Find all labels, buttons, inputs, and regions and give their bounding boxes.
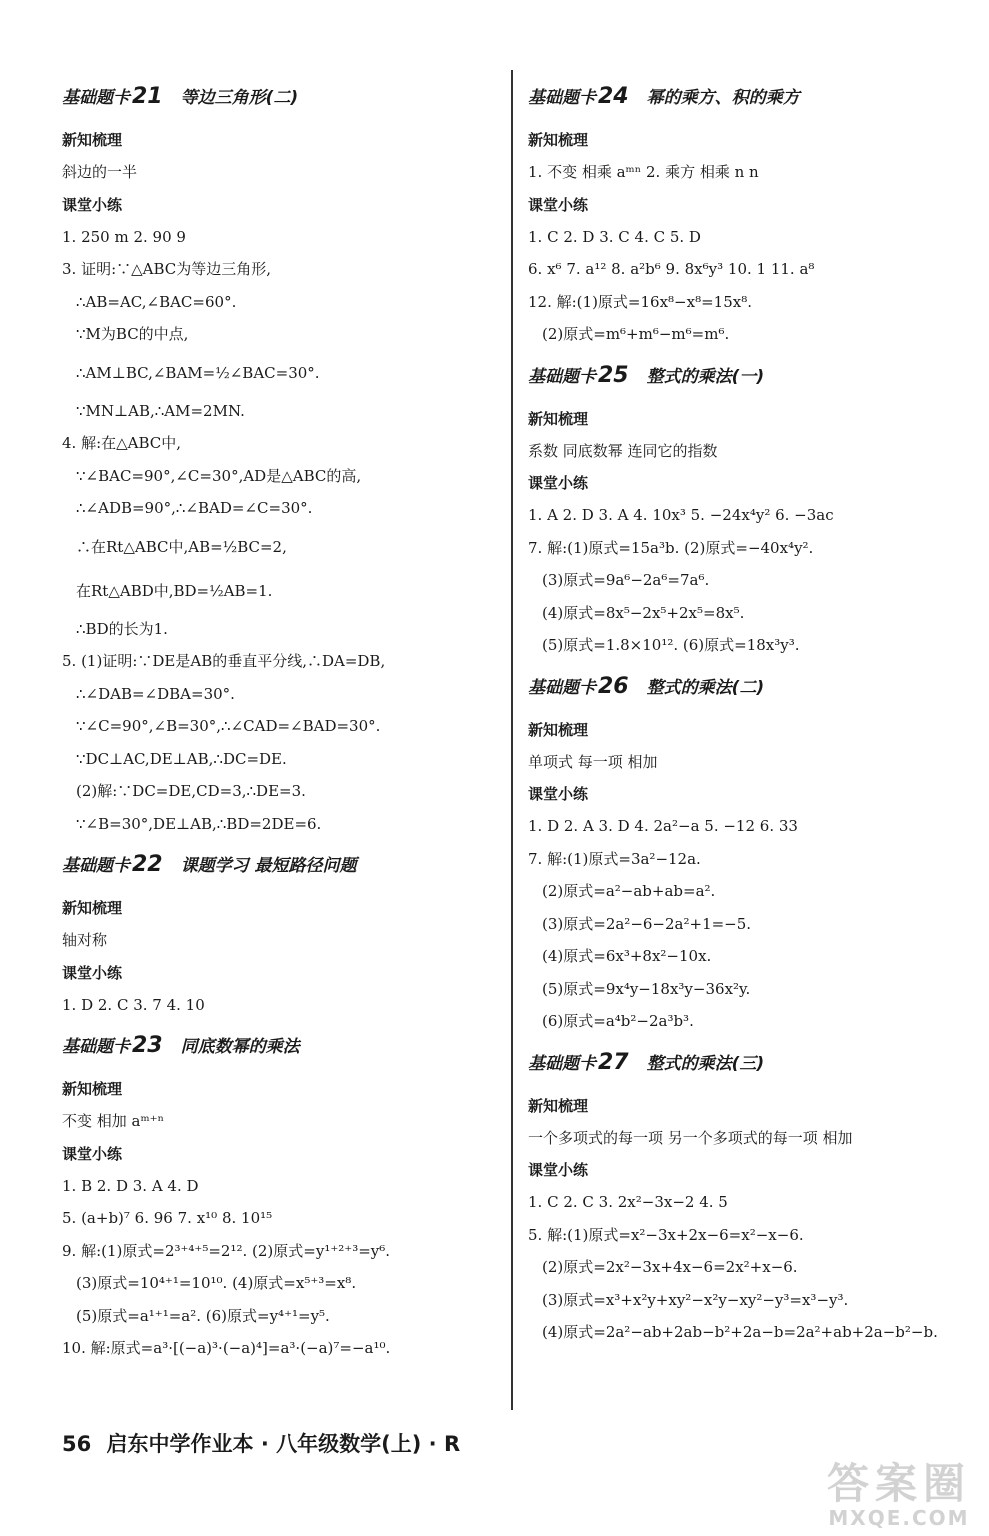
subsection-heading: 新知梳理 bbox=[528, 1096, 589, 1115]
card-label: 基础题卡 bbox=[528, 677, 596, 698]
card-title: 等边三角形(二) bbox=[180, 88, 299, 108]
answer-line: ∴∠DAB=∠DBA=30°. bbox=[76, 684, 235, 703]
answer-line: (2)原式=m⁶+m⁶−m⁶=m⁶. bbox=[542, 325, 730, 343]
card-number: 21 bbox=[132, 84, 163, 109]
answer-line: (3)原式=2a²−6−2a²+1=−5. bbox=[542, 914, 752, 933]
answer-line: 在Rt△ABD中,BD=½AB=1. bbox=[76, 581, 273, 600]
answer-line: 12. 解:(1)原式=16x⁸−x⁸=15x⁸. bbox=[528, 292, 752, 311]
answer-line: 一个多项式的每一项 另一个多项式的每一项 相加 bbox=[528, 1128, 853, 1147]
answer-line: 1. B 2. D 3. A 4. D bbox=[62, 1176, 199, 1195]
card-label: 基础题卡 bbox=[528, 88, 596, 108]
watermark bbox=[826, 1459, 971, 1530]
answer-line: ∴AB=AC,∠BAC=60°. bbox=[76, 292, 237, 311]
card-number: 27 bbox=[598, 1049, 629, 1075]
answer-line: (4)原式=2a²−ab+2ab−b²+2a−b=2a²+ab+2a−b²−b. bbox=[542, 1323, 938, 1341]
answer-line: 轴对称 bbox=[62, 931, 108, 949]
card-label: 基础题卡 bbox=[62, 88, 130, 108]
card-heading bbox=[528, 78, 968, 116]
card-number: 22 bbox=[132, 852, 163, 877]
card-section bbox=[62, 1027, 492, 1365]
subsection-heading: 课堂小练 bbox=[62, 1144, 123, 1163]
subsection-heading: 新知梳理 bbox=[62, 131, 123, 149]
answer-line: (3)原式=9a⁶−2a⁶=7a⁶. bbox=[542, 571, 710, 589]
answer-line: (2)原式=a²−ab+ab=a². bbox=[542, 882, 716, 900]
card-heading bbox=[528, 1044, 968, 1082]
answer-line: 4. 解:在△ABC中, bbox=[62, 434, 182, 452]
card-label: 基础题卡 bbox=[528, 1053, 596, 1074]
answer-line: (5)原式=1.8×10¹². (6)原式=18x³y³. bbox=[542, 636, 800, 654]
card-section bbox=[528, 78, 968, 351]
card-section bbox=[528, 1044, 968, 1349]
card-section bbox=[62, 846, 492, 1021]
book-title: 启东中学作业本 · 八年级数学(上) · R bbox=[106, 1432, 461, 1456]
subsection-heading: 课堂小练 bbox=[528, 785, 589, 803]
card-label: 基础题卡 bbox=[62, 856, 130, 876]
answer-line: ∵MN⊥AB,∴AM=2MN. bbox=[76, 401, 245, 420]
card-number: 23 bbox=[132, 1033, 163, 1058]
card-label: 基础题卡 bbox=[528, 366, 596, 387]
subsection-heading: 新知梳理 bbox=[528, 409, 589, 428]
answer-line: 1. 不变 相乘 aᵐⁿ 2. 乘方 相乘 n n bbox=[528, 163, 759, 181]
subsection-heading: 新知梳理 bbox=[62, 899, 123, 917]
page-footer bbox=[62, 1428, 460, 1458]
answer-line: 1. D 2. C 3. 7 4. 10 bbox=[62, 995, 205, 1014]
answer-line: 10. 解:原式=a³·[(−a)³·(−a)⁴]=a³·(−a)⁷=−a¹⁰. bbox=[62, 1339, 391, 1357]
card-section bbox=[62, 78, 492, 840]
answer-line: (5)原式=a¹⁺¹=a². (6)原式=y⁴⁺¹=y⁵. bbox=[76, 1306, 330, 1325]
right-column bbox=[528, 78, 968, 1355]
answer-line: ∵∠C=90°,∠B=30°,∴∠CAD=∠BAD=30°. bbox=[76, 717, 381, 735]
card-heading bbox=[62, 78, 492, 116]
answer-line: 6. x⁶ 7. a¹² 8. a²b⁶ 9. 8x⁶y³ 10. 1 11. a⁸ bbox=[528, 260, 815, 278]
answer-line: (4)原式=6x³+8x²−10x. bbox=[542, 947, 712, 965]
card-section bbox=[528, 357, 968, 662]
card-number: 25 bbox=[598, 362, 629, 388]
answer-line: ∵DC⊥AC,DE⊥AB,∴DC=DE. bbox=[76, 749, 287, 768]
answer-line: 9. 解:(1)原式=2³⁺⁴⁺⁵=2¹². (2)原式=y¹⁺²⁺³=y⁶. bbox=[62, 1241, 391, 1260]
answer-line: 5. (a+b)⁷ 6. 96 7. x¹⁰ 8. 10¹⁵ bbox=[62, 1209, 273, 1227]
answer-line: ∵∠BAC=90°,∠C=30°,AD是△ABC的高, bbox=[76, 466, 362, 485]
subsection-heading: 课堂小练 bbox=[62, 963, 123, 982]
answer-line: (2)解:∵DC=DE,CD=3,∴DE=3. bbox=[76, 782, 306, 800]
answer-line: (5)原式=9x⁴y−18x³y−36x²y. bbox=[542, 979, 751, 998]
answer-line: 5. (1)证明:∵DE是AB的垂直平分线,∴DA=DB, bbox=[62, 652, 386, 670]
answer-line: (3)原式=10⁴⁺¹=10¹⁰. (4)原式=x⁵⁺³=x⁸. bbox=[76, 1274, 357, 1292]
answer-line: 系数 同底数幂 连同它的指数 bbox=[528, 441, 718, 460]
answer-line: (2)原式=2x²−3x+4x−6=2x²+x−6. bbox=[542, 1258, 798, 1276]
answer-line: 斜边的一半 bbox=[62, 163, 138, 181]
card-title: 整式的乘法(二) bbox=[646, 677, 765, 698]
card-title: 幂的乘方、积的乘方 bbox=[646, 88, 800, 108]
answer-line: ∴BD的长为1. bbox=[76, 619, 168, 638]
card-number: 26 bbox=[598, 673, 629, 699]
card-label: 基础题卡 bbox=[62, 1037, 130, 1057]
answer-line: 不变 相加 aᵐ⁺ⁿ bbox=[62, 1112, 165, 1130]
card-heading bbox=[528, 668, 968, 706]
answer-line: 3. 证明:∵△ABC为等边三角形, bbox=[62, 260, 272, 278]
answer-line: ∵M为BC的中点, bbox=[76, 325, 189, 343]
card-title: 同底数幂的乘法 bbox=[180, 1037, 300, 1057]
answer-line: ∵∠B=30°,DE⊥AB,∴BD=2DE=6. bbox=[76, 814, 322, 833]
answer-line: 单项式 每一项 相加 bbox=[528, 752, 658, 771]
card-number: 24 bbox=[598, 84, 629, 109]
subsection-heading: 新知梳理 bbox=[528, 131, 589, 149]
answer-line: (3)原式=x³+x²y+xy²−x²y−xy²−y³=x³−y³. bbox=[542, 1290, 849, 1309]
answer-line: ∴AM⊥BC,∠BAM=½∠BAC=30°. bbox=[76, 363, 320, 382]
subsection-heading: 课堂小练 bbox=[528, 1161, 589, 1179]
answer-line: 1. C 2. D 3. C 4. C 5. D bbox=[528, 227, 701, 246]
watermark-url: MXQE.COM bbox=[828, 1506, 970, 1530]
subsection-heading: 课堂小练 bbox=[62, 195, 123, 214]
answer-line: ∴∠ADB=90°,∴∠BAD=∠C=30°. bbox=[76, 499, 313, 517]
left-column bbox=[62, 78, 492, 1371]
subsection-heading: 新知梳理 bbox=[62, 1080, 123, 1098]
answer-line: 1. C 2. C 3. 2x²−3x−2 4. 5 bbox=[528, 1193, 728, 1211]
watermark-logo: 答案圈 bbox=[826, 1459, 971, 1508]
answer-line: 7. 解:(1)原式=3a²−12a. bbox=[528, 849, 701, 868]
card-title: 整式的乘法(三) bbox=[646, 1053, 765, 1074]
column-divider bbox=[511, 70, 513, 1410]
subsection-heading: 新知梳理 bbox=[528, 720, 589, 739]
card-heading bbox=[528, 357, 968, 395]
answer-line: 1. 250 m 2. 90 9 bbox=[62, 227, 186, 246]
card-title: 整式的乘法(一) bbox=[646, 366, 765, 387]
card-heading bbox=[62, 846, 492, 884]
card-heading bbox=[62, 1027, 492, 1065]
answer-line: (4)原式=8x⁵−2x⁵+2x⁵=8x⁵. bbox=[542, 603, 745, 622]
page-number: 56 bbox=[62, 1432, 92, 1456]
answer-line: 7. 解:(1)原式=15a³b. (2)原式=−40x⁴y². bbox=[528, 538, 814, 557]
answer-line: ∴在Rt△ABC中,AB=½BC=2, bbox=[76, 537, 287, 556]
answer-line: (6)原式=a⁴b²−2a³b³. bbox=[542, 1012, 694, 1030]
answer-line: 1. D 2. A 3. D 4. 2a²−a 5. −12 6. 33 bbox=[528, 817, 798, 835]
subsection-heading: 课堂小练 bbox=[528, 195, 589, 214]
card-section bbox=[528, 668, 968, 1038]
answer-line: 5. 解:(1)原式=x²−3x+2x−6=x²−x−6. bbox=[528, 1225, 804, 1244]
answer-line: 1. A 2. D 3. A 4. 10x³ 5. −24x⁴y² 6. −3ac bbox=[528, 506, 834, 524]
card-title: 课题学习 最短路径问题 bbox=[180, 856, 357, 876]
subsection-heading: 课堂小练 bbox=[528, 474, 589, 492]
